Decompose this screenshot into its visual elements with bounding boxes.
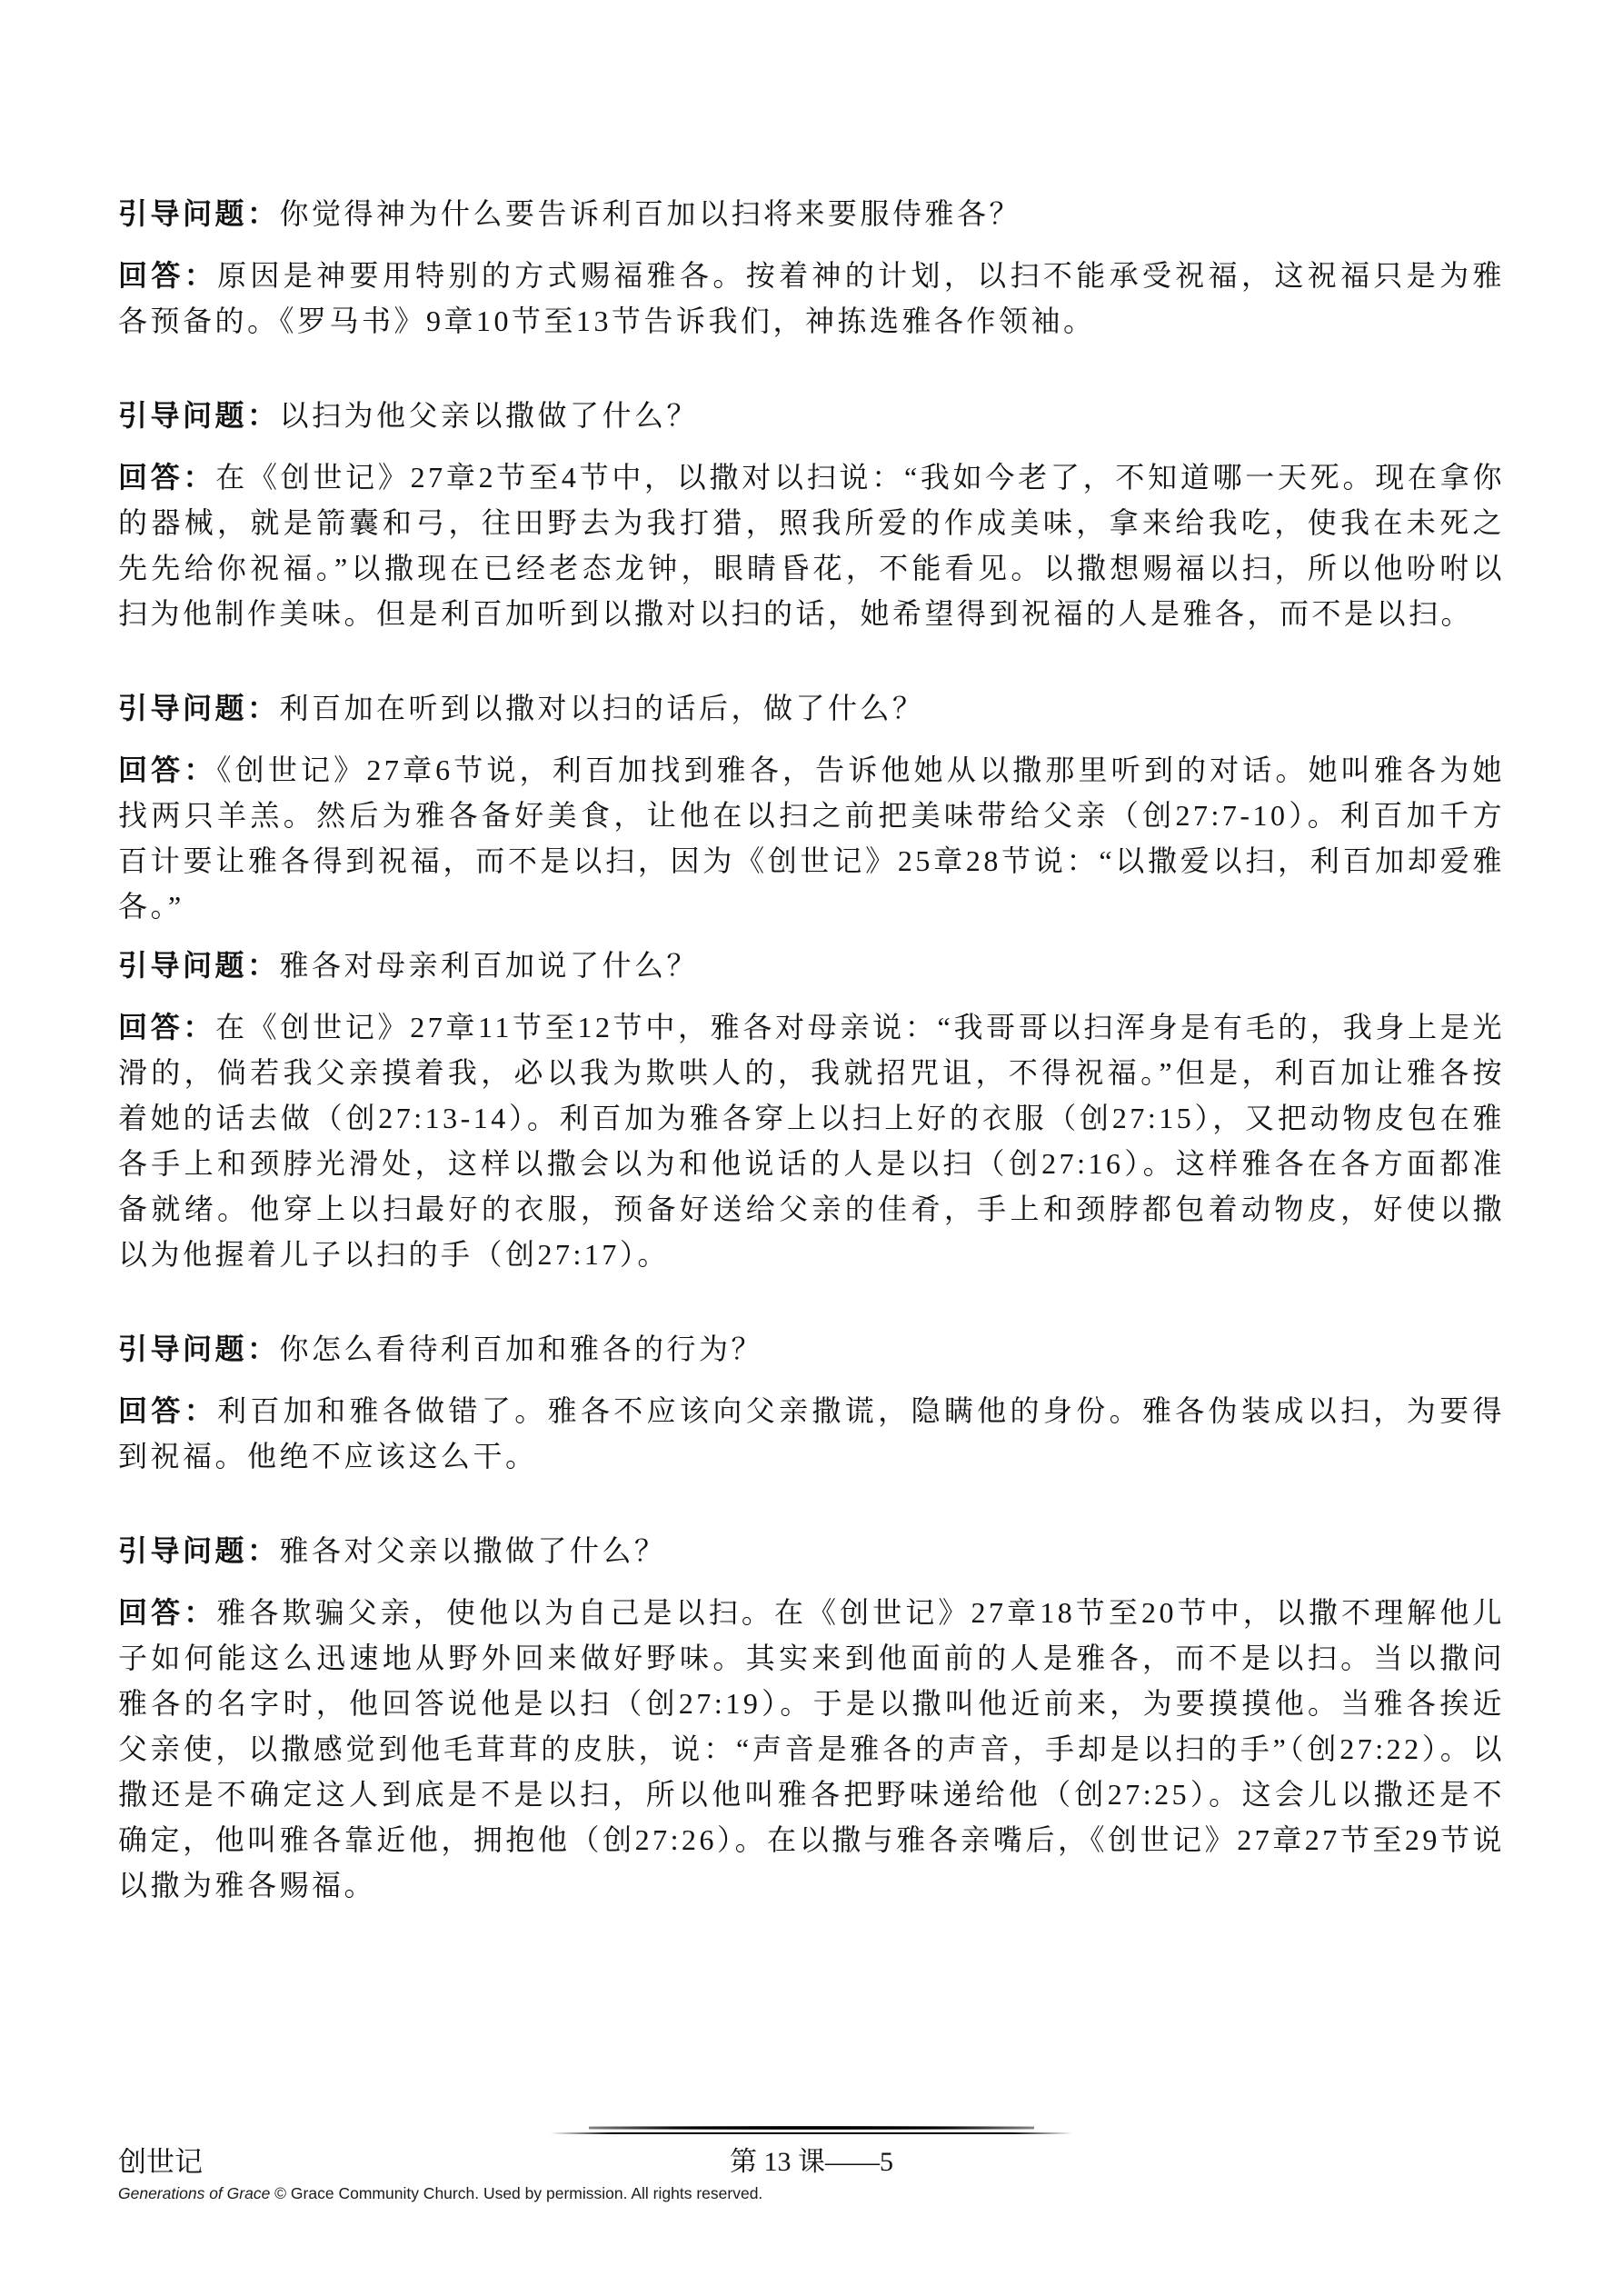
guiding-question <box>118 191 1505 236</box>
answer-label: 回答： <box>118 461 216 494</box>
divider-thick-line <box>589 2126 1034 2130</box>
answer-paragraph <box>118 454 1505 636</box>
qa-block <box>118 943 1505 1277</box>
qa-block <box>118 685 1505 929</box>
answer-paragraph <box>118 1004 1505 1277</box>
question-text: 利百加在听到以撒对以扫的话后，做了什么？ <box>279 692 925 724</box>
guiding-question <box>118 1528 1505 1573</box>
question-label: 引导问题： <box>118 1534 280 1567</box>
answer-paragraph <box>118 1590 1505 1908</box>
qa-block <box>118 393 1505 636</box>
guiding-question <box>118 1326 1505 1372</box>
footer-copyright <box>118 2183 1505 2203</box>
footer-divider <box>118 2123 1505 2134</box>
answer-paragraph <box>118 747 1505 929</box>
answer-text: 原因是神要用特别的方式赐福雅各。按着神的计划，以扫不能承受祝福，这祝福只是为雅各预备的。《罗马书》9章10节至13节告诉我们，神拣选雅各作领袖。 <box>118 259 1505 337</box>
answer-paragraph <box>118 253 1505 344</box>
answer-text: 在《创世记》27章2节至4节中，以撒对以扫说：“我如今老了，不知道哪一天死。现在拿你的器械，就是箭囊和弓，往田野去为我打猎，照我所爱的作成美味，拿来给我吃，使我在未死之先先给你祝福。”以撒现在已经老态龙钟，眼睛昏花，不能看见。以撒想赐福以扫，所以他吩咐以扫为他制作美味。但是利百加听到以撒对以扫的话，她希望得到祝福的人是雅各，而不是以扫。 <box>118 461 1505 630</box>
question-text: 你觉得神为什么要告诉利百加以扫将来要服侍雅各？ <box>279 197 1022 230</box>
divider-thin-line <box>551 2132 1073 2134</box>
question-text: 雅各对父亲以撒做了什么？ <box>279 1534 667 1567</box>
answer-label: 回答： <box>118 1011 216 1043</box>
footer-book-title: 创世记 <box>118 2146 203 2178</box>
qa-block <box>118 191 1505 344</box>
question-text: 雅各对母亲利百加说了什么？ <box>279 949 700 982</box>
answer-text: 利百加和雅各做错了。雅各不应该向父亲撒谎，隐瞒他的身份。雅各伪装成以扫，为要得到祝福。他绝不应该这么干。 <box>118 1394 1505 1472</box>
question-text: 你怎么看待利百加和雅各的行为？ <box>279 1333 764 1365</box>
guiding-question <box>118 685 1505 731</box>
answer-text: 在《创世记》27章11节至12节中，雅各对母亲说：“我哥哥以扫浑身是有毛的，我身上是光滑的，倘若我父亲摸着我，必以我为欺哄人的，我就招咒诅，不得祝福。”但是，利百加让雅各按着她的话去做（创27:13-14）。利百加为雅各穿上以扫上好的衣服（创27:15），又把动物皮包在雅各手上和颈脖光滑处，这样以撒会以为和他说话的人是以扫（创27:16）。这样雅各在各方面都准备就绪。他穿上以扫最好的衣服，预备好送给父亲的佳肴，手上和颈脖都包着动物皮，好使以撒以为他握着儿子以扫的手（创27:17）。 <box>118 1011 1505 1271</box>
copyright-series-title: Generations of Grace <box>118 2184 271 2202</box>
question-label: 引导问题： <box>118 197 280 230</box>
footer-row <box>118 2143 1505 2181</box>
qa-block <box>118 1326 1505 1479</box>
guiding-question <box>118 943 1505 988</box>
guiding-question <box>118 393 1505 438</box>
question-label: 引导问题： <box>118 399 280 432</box>
footer-page-number: 第 13 课——5 <box>730 2147 893 2177</box>
answer-label: 回答： <box>118 259 218 292</box>
answer-label: 回答： <box>118 754 217 786</box>
question-label: 引导问题： <box>118 1333 280 1365</box>
copyright-text: © Grace Community Church. Used by permission. All rights reserved. <box>270 2184 763 2202</box>
answer-paragraph <box>118 1388 1505 1479</box>
page-footer <box>118 2123 1505 2203</box>
answer-label: 回答： <box>118 1596 217 1629</box>
question-text: 以扫为他父亲以撒做了什么？ <box>279 399 700 432</box>
lesson-qa-content <box>118 191 1505 1908</box>
question-label: 引导问题： <box>118 949 280 982</box>
question-label: 引导问题： <box>118 692 280 724</box>
answer-text: 《创世记》27章6节说，利百加找到雅各，告诉他她从以撒那里听到的对话。她叫雅各为她找两只羊羔。然后为雅各备好美食，让他在以扫之前把美味带给父亲（创27:7-10）。利百加千方百计要让雅各得到祝福，而不是以扫，因为《创世记》25章28节说：“以撒爱以扫，利百加却爱雅各。” <box>118 754 1505 923</box>
answer-label: 回答： <box>118 1394 218 1427</box>
answer-text: 雅各欺骗父亲，使他以为自己是以扫。在《创世记》27章18节至20节中，以撒不理解他儿子如何能这么迅速地从野外回来做好野味。其实来到他面前的人是雅各，而不是以扫。当以撒问雅各的名字时，他回答说他是以扫（创27:19）。于是以撒叫他近前来，为要摸摸他。当雅各挨近父亲使，以撒感觉到他毛茸茸的皮肤，说：“声音是雅各的声音，手却是以扫的手”（创27:22）。以撒还是不确定这人到底是不是以扫，所以他叫雅各把野味递给他（创27:25）。这会儿以撒还是不确定，他叫雅各靠近他，拥抱他（创27:26）。在以撒与雅各亲嘴后，《创世记》27章27节至29节说以撒为雅各赐福。 <box>118 1596 1505 1902</box>
qa-block <box>118 1528 1505 1908</box>
